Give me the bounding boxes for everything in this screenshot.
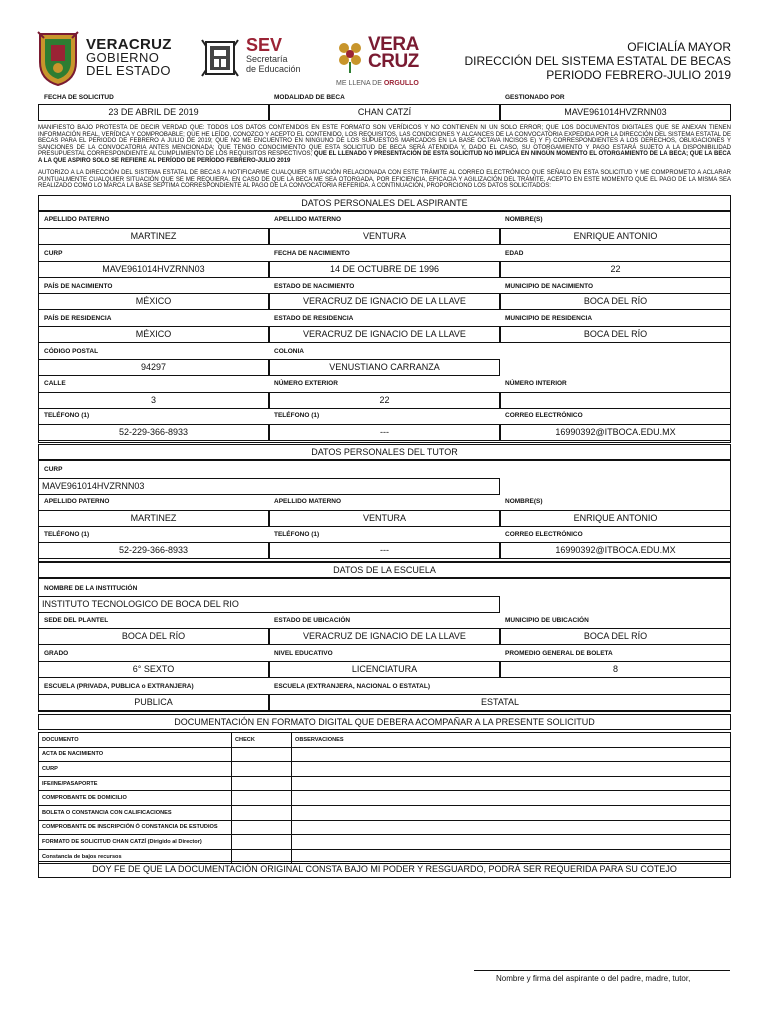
brand-logo-line2: CRUZ bbox=[368, 51, 419, 72]
doc-name: IFE/INE/PASAPORTE bbox=[39, 776, 232, 791]
aspirante-calle: 3 bbox=[38, 392, 269, 409]
doc-observaciones-cell[interactable] bbox=[292, 747, 731, 762]
tutor-apellido-materno-label: APELLIDO MATERNO bbox=[274, 498, 342, 505]
table-row bbox=[39, 791, 731, 806]
veracruz-gobierno-logo bbox=[36, 30, 172, 92]
header-title-1: OFICIALÍA MAYOR bbox=[627, 40, 731, 54]
aspirante-cp: 94297 bbox=[38, 359, 269, 376]
aspirante-pais-res: MÉXICO bbox=[38, 326, 269, 343]
aspirante-curp: MAVE961014HVZRNN03 bbox=[38, 261, 269, 278]
modalidad-value: CHAN CATZÍ bbox=[269, 104, 500, 121]
tutor-curp-label: CURP bbox=[44, 466, 63, 473]
aspirante-apellido-paterno: MARTINEZ bbox=[38, 228, 269, 245]
documentacion-section-title: DOCUMENTACIÓN EN FORMATO DIGITAL QUE DEBERA ACOMPAÑAR A LA PRESENTE SOLICITUD bbox=[38, 714, 731, 730]
tutor-apellido-paterno: MARTINEZ bbox=[38, 510, 269, 527]
sev-logo bbox=[200, 36, 301, 80]
doc-check-cell[interactable] bbox=[232, 805, 292, 820]
doc-name: COMPROBANTE DE INSCRIPCIÓN Ó CONSTANCIA DE ESTUDIOS bbox=[39, 820, 232, 835]
doc-check-cell[interactable] bbox=[232, 747, 292, 762]
aspirante-nombre: ENRIQUE ANTONIO bbox=[500, 228, 731, 245]
escuela-tipo2: ESTATAL bbox=[269, 694, 731, 711]
table-row bbox=[39, 762, 731, 777]
aspirante-fecha-nac: 14 DE OCTUBRE DE 1996 bbox=[269, 261, 500, 278]
escuela-nivel-label: NIVEL EDUCATIVO bbox=[274, 650, 333, 657]
aspirante-edad: 22 bbox=[500, 261, 731, 278]
escuela-sede-label: SEDE DEL PLANTEL bbox=[44, 617, 109, 624]
doc-name: COMPROBANTE DE DOMICILIO bbox=[39, 791, 232, 806]
escuela-sede: BOCA DEL RÍO bbox=[38, 628, 269, 645]
doc-observaciones-cell[interactable] bbox=[292, 805, 731, 820]
manifiesto-bold: QUE EL LLENADO Y PRESENTACIÓN DE ESTA SOLICITUD NO IMPLICA EN NINGÚN MOMENTO EL OTORGAMIENTO DE LA BECA; QUE LA BECA A LA QUE ASPIRO SOLO SE REFIERE AL PERÍODO DE PERÍODO FEBRERO-JULIO 2019 bbox=[38, 151, 731, 164]
aspirante-nombre-label: NOMBRE(S) bbox=[505, 216, 543, 223]
sev-shield-icon bbox=[200, 36, 240, 80]
aspirante-municipio-nac-label: MUNICIPIO DE NACIMIENTO bbox=[505, 283, 593, 290]
veracruz-shield-icon bbox=[36, 30, 80, 86]
flower-icon bbox=[336, 40, 366, 74]
table-row bbox=[39, 835, 731, 850]
doc-observaciones-cell[interactable] bbox=[292, 791, 731, 806]
tutor-tel2-label: TELÉFONO (1) bbox=[274, 531, 320, 538]
escuela-section-title: DATOS DE LA ESCUELA bbox=[38, 562, 731, 578]
aspirante-calle-label: CALLE bbox=[44, 380, 66, 387]
tutor-apellido-paterno-label: APELLIDO PATERNO bbox=[44, 498, 110, 505]
aspirante-tel1-label: TELÉFONO (1) bbox=[44, 412, 90, 419]
escuela-grado-label: GRADO bbox=[44, 650, 69, 657]
tutor-tel2: --- bbox=[269, 542, 500, 559]
aspirante-pais-nac-label: PAÍS DE NACIMIENTO bbox=[44, 283, 113, 290]
escuela-institucion: INSTITUTO TECNOLOGICO DE BOCA DEL RIO bbox=[38, 596, 500, 613]
brand-tag-prefix: ME LLENA DE bbox=[336, 80, 384, 87]
aspirante-tel2-label: TELÉFONO (1) bbox=[274, 412, 320, 419]
tutor-nombre-label: NOMBRE(S) bbox=[505, 498, 543, 505]
tutor-curp: MAVE961014HVZRNN03 bbox=[38, 478, 500, 495]
veracruz-logo-line1: VERACRUZ bbox=[86, 36, 172, 53]
veracruz-logo-line3: DEL ESTADO bbox=[86, 63, 171, 78]
col-observaciones-header: OBSERVACIONES bbox=[292, 733, 731, 748]
autorizo-text: AUTORIZO A LA DIRECCIÓN DEL SISTEMA ESTATAL DE BECAS A NOTIFICARME CUALQUIER SITUACIÓN RELACIONADA CON ESTE TRÁMITE AL CORREO ELECTRÓNICO QUE SEÑALO EN ESTA SOLICITUD Y ME COMPROMETO A ACLARAR PUNTUALMENTE CUALQUIER SITUACIÓN QUE SE ME REQUIERA. EN CASO DE QUE LA BECA ME SEA OTORGADA, POR EFICIENCIA, EFICACIA Y AGILIZACIÓN DEL TRÁMITE, ACEPTO EN ESTE MOMENTO QUE EL PAGO DE LA MISMA SEA REALIZADO COMO LO MARCA LA BASE SEPTIMA CORRESPONDIENTE AL PAGO DE LA CONVOCATORIA REFERIDA. A CONTINUACIÓN, PROPORCIONO LOS DATOS SOLICITADOS: bbox=[38, 170, 731, 190]
aspirante-section-title: DATOS PERSONALES DEL ASPIRANTE bbox=[38, 195, 731, 211]
table-header-row bbox=[39, 733, 731, 748]
table-row bbox=[39, 805, 731, 820]
tutor-correo: 16990392@ITBOCA.EDU.MX bbox=[500, 542, 731, 559]
tutor-correo-label: CORREO ELECTRÓNICO bbox=[505, 531, 583, 538]
escuela-nivel: LICENCIATURA bbox=[269, 661, 500, 678]
manifiesto-text bbox=[38, 125, 731, 165]
aspirante-tel2: --- bbox=[269, 424, 500, 441]
aspirante-num-int bbox=[500, 392, 731, 409]
aspirante-apellido-materno-label: APELLIDO MATERNO bbox=[274, 216, 342, 223]
aspirante-num-ext: 22 bbox=[269, 392, 500, 409]
col-documento-header: DOCUMENTO bbox=[39, 733, 232, 748]
brand-tag-bold: ORGULLO bbox=[383, 80, 419, 87]
col-check-header: CHECK bbox=[232, 733, 292, 748]
doc-check-cell[interactable] bbox=[232, 820, 292, 835]
table-row bbox=[39, 820, 731, 835]
fecha-solicitud-label: FECHA DE SOLICITUD bbox=[44, 94, 114, 101]
brand-logo-line1: VERA bbox=[368, 34, 419, 55]
escuela-grado: 6° SEXTO bbox=[38, 661, 269, 678]
table-row bbox=[39, 776, 731, 791]
fecha-solicitud-value: 23 DE ABRIL DE 2019 bbox=[38, 104, 269, 121]
tutor-tel1: 52-229-366-8933 bbox=[38, 542, 269, 559]
gestionado-value: MAVE961014HVZRNN03 bbox=[500, 104, 731, 121]
tutor-tel1-label: TELÉFONO (1) bbox=[44, 531, 90, 538]
aspirante-estado-res-label: ESTADO DE RESIDENCIA bbox=[274, 315, 354, 322]
aspirante-estado-nac: VERACRUZ DE IGNACIO DE LA LLAVE bbox=[269, 293, 500, 310]
escuela-institucion-label: NOMBRE DE LA INSTITUCIÓN bbox=[44, 585, 138, 592]
aspirante-municipio-res-label: MUNICIPIO DE RESIDENCIA bbox=[505, 315, 593, 322]
escuela-promedio-label: PROMEDIO GENERAL DE BOLETA bbox=[505, 650, 613, 657]
aspirante-colonia: VENUSTIANO CARRANZA bbox=[269, 359, 500, 376]
escuela-estado: VERACRUZ DE IGNACIO DE LA LLAVE bbox=[269, 628, 500, 645]
sev-logo-sub1: Secretaría bbox=[246, 54, 288, 64]
doc-name: FORMATO DE SOLICITUD CHAN CATZÍ (Dirigido al Director) bbox=[39, 835, 232, 850]
tutor-apellido-materno: VENTURA bbox=[269, 510, 500, 527]
doc-check-cell[interactable] bbox=[232, 835, 292, 850]
doy-fe-statement: DOY FE DE QUE LA DOCUMENTACIÓN ORIGINAL CONSTA BAJO MI PODER Y RESGUARDO, PODRÁ SER REQUERIDA PARA SU COTEJO bbox=[38, 861, 731, 878]
escuela-promedio: 8 bbox=[500, 661, 731, 678]
aspirante-correo: 16990392@ITBOCA.EDU.MX bbox=[500, 424, 731, 441]
doc-observaciones-cell[interactable] bbox=[292, 835, 731, 850]
aspirante-edad-label: EDAD bbox=[505, 250, 524, 257]
doc-name: CURP bbox=[39, 762, 232, 777]
tutor-section-title: DATOS PERSONALES DEL TUTOR bbox=[38, 444, 731, 460]
sev-logo-title: SEV bbox=[246, 35, 283, 55]
escuela-municipio-label: MUNICIPIO DE UBICACIÓN bbox=[505, 617, 589, 624]
aspirante-pais-nac: MÉXICO bbox=[38, 293, 269, 310]
aspirante-estado-res: VERACRUZ DE IGNACIO DE LA LLAVE bbox=[269, 326, 500, 343]
doc-name: BOLETA O CONSTANCIA CON CALIFICACIONES bbox=[39, 805, 232, 820]
aspirante-pais-res-label: PAÍS DE RESIDENCIA bbox=[44, 315, 112, 322]
aspirante-correo-label: CORREO ELECTRÓNICO bbox=[505, 412, 583, 419]
header-titles bbox=[464, 40, 731, 82]
table-row bbox=[39, 747, 731, 762]
signature-caption: Nombre y firma del aspirante o del padre, madre, tutor, bbox=[496, 974, 691, 983]
doc-observaciones-cell[interactable] bbox=[292, 776, 731, 791]
aspirante-colonia-label: COLONIA bbox=[274, 348, 304, 355]
escuela-estado-label: ESTADO DE UBICACIÓN bbox=[274, 617, 351, 624]
escuela-tipo1-label: ESCUELA (PRIVADA, PUBLICA o EXTRANJERA) bbox=[44, 683, 194, 690]
aspirante-municipio-nac: BOCA DEL RÍO bbox=[500, 293, 731, 310]
manifiesto-part1: MANIFIESTO BAJO PROTESTA DE DECIR VERDAD QUE: TODOS LOS DATOS CONTENIDOS EN ESTE FORMATO SON VERÍDICOS Y NO CONTIENEN NI UN SOLO ERROR; QUE LOS DOCUMENTOS DIGITALES QUE SE ANEXAN TIENEN INFORMACIÓN REAL, VERÍDICA Y COMPROBABLE; QUE HE LEÍDO, CONOZCO Y ACEPTO EL CONTENIDO, LOS REQUISITOS, LAS CONDICIONES Y ALCANCES DE LA CONVOCATORIA EXPEDIDA POR LA DIRECCIÓN DEL SISTEMA ESTATAL DE BECAS PARA EL PERIODO DE FEBRERO A JULIO DE 2019; QUE NO ME ENCUENTRO EN NINGUNO DE LOS SUPUESTOS MARCADOS EN LA BASE OCTAVA INCISOS E) Y F) CORRESPONDIENTES A LOS DERECHOS, OBLIGACIONES Y SANCIONES DE LA CONVOCATORIA ANTES MENCIONADA; QUE TENGO CONOCIMIENTO QUE ESTA SOLICITUD DE BECA SERÁ ATENDIDA Y, DADO EL CASO, SU OTORGAMIENTO Y PAGO ESTARÁ SUJETO A LA DISPONIBILIDAD PRESUPUESTAL CORRESPONDIENTE AL CUMPLIMIENTO DE LOS REQUISITOS RESPECTIVOS; bbox=[38, 125, 731, 158]
aspirante-fecha-nac-label: FECHA DE NACIMIENTO bbox=[274, 250, 350, 257]
aspirante-tel1: 52-229-366-8933 bbox=[38, 424, 269, 441]
aspirante-curp-label: CURP bbox=[44, 250, 63, 257]
veracruz-logo-line2: GOBIERNO bbox=[86, 50, 160, 65]
doc-name: ACTA DE NACIMIENTO bbox=[39, 747, 232, 762]
gestionado-label: GESTIONADO POR bbox=[505, 94, 565, 101]
doc-observaciones-cell[interactable] bbox=[292, 762, 731, 777]
aspirante-num-int-label: NÚMERO INTERIOR bbox=[505, 380, 567, 387]
aspirante-cp-label: CÓDIGO POSTAL bbox=[44, 348, 99, 355]
brand-logo-tagline bbox=[336, 80, 419, 87]
aspirante-municipio-res: BOCA DEL RÍO bbox=[500, 326, 731, 343]
aspirante-estado-nac-label: ESTADO DE NACIMIENTO bbox=[274, 283, 355, 290]
aspirante-apellido-paterno-label: APELLIDO PATERNO bbox=[44, 216, 110, 223]
signature-line bbox=[474, 970, 730, 971]
modalidad-label: MODALIDAD DE BECA bbox=[274, 94, 345, 101]
aspirante-apellido-materno: VENTURA bbox=[269, 228, 500, 245]
escuela-municipio: BOCA DEL RÍO bbox=[500, 628, 731, 645]
escuela-tipo2-label: ESCUELA (EXTRANJERA, NACIONAL O ESTATAL) bbox=[274, 683, 431, 690]
aspirante-num-ext-label: NÚMERO EXTERIOR bbox=[274, 380, 338, 387]
doc-check-cell[interactable] bbox=[232, 776, 292, 791]
doc-check-cell[interactable] bbox=[232, 791, 292, 806]
documentacion-table bbox=[38, 732, 731, 864]
escuela-tipo1: PUBLICA bbox=[38, 694, 269, 711]
sev-logo-sub2: de Educación bbox=[246, 64, 301, 74]
doc-name: Constancia de bajos recursos bbox=[39, 849, 232, 864]
tutor-nombre: ENRIQUE ANTONIO bbox=[500, 510, 731, 527]
header-title-3: PERIODO FEBRERO-JULIO 2019 bbox=[546, 68, 731, 82]
doc-check-cell[interactable] bbox=[232, 762, 292, 777]
header-title-2: DIRECCIÓN DEL SISTEMA ESTATAL DE BECAS bbox=[464, 54, 731, 68]
doc-observaciones-cell[interactable] bbox=[292, 820, 731, 835]
